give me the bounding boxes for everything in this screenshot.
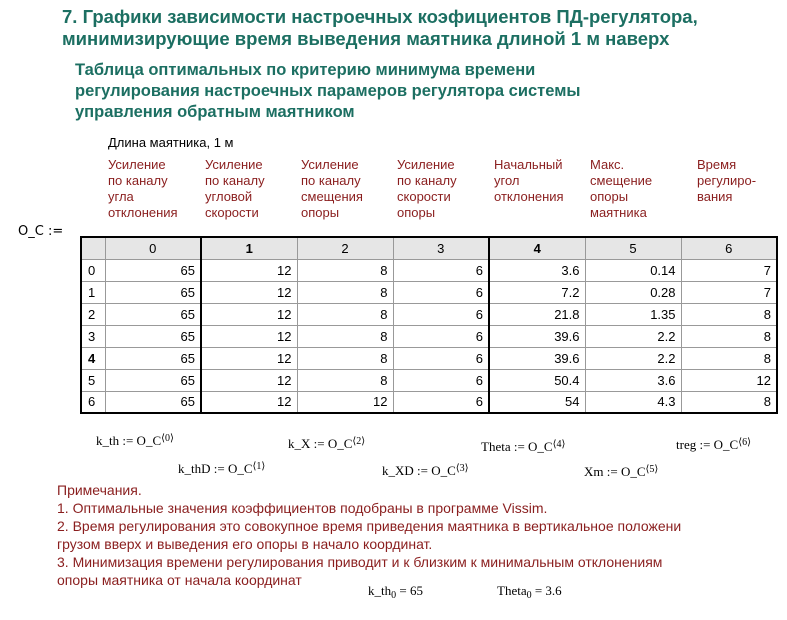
title-line-2: минимизирующие время выведения маятника длиной 1 м наверх (62, 28, 670, 49)
matrix-cell[interactable]: 4.3 (585, 391, 681, 413)
matrix-cell[interactable]: 8 (681, 391, 777, 413)
table-heading-line-1: Таблица оптимальных по критерию минимума времени (75, 61, 536, 79)
matrix-cell[interactable]: 0.14 (585, 259, 681, 281)
matrix-cell[interactable]: 6 (393, 347, 489, 369)
matrix-cell[interactable]: 12 (201, 259, 297, 281)
definition-k-xd[interactable] (382, 463, 469, 479)
matrix-cell[interactable]: 3.6 (585, 369, 681, 391)
matrix-cell[interactable]: 65 (105, 369, 201, 391)
row-index: 2 (81, 303, 105, 325)
note-item-2-line-1: 2. Время регулирования это совокупное время приведения маятника в вертикальное положени (57, 518, 682, 534)
col-index-1: 1 (201, 237, 297, 259)
row-index: 3 (81, 325, 105, 347)
result-name: k_th (368, 583, 392, 598)
column-header-1: Усиление по каналу угловой скорости (205, 157, 265, 220)
definition-column-index: ⟨4⟩ (552, 439, 566, 450)
matrix-cell[interactable]: 8 (297, 259, 393, 281)
column-header-2: Усиление по каналу смещения опоры (301, 157, 363, 220)
note-item-2-line-2: грузом вверх и выведения его опоры в начало координат. (57, 536, 433, 552)
col-index-4: 4 (489, 237, 585, 259)
result-subscript: 0 (391, 590, 397, 601)
result-name: Theta (497, 583, 527, 598)
column-header-4: Начальный угол отклонения (494, 157, 564, 204)
matrix-cell[interactable]: 65 (105, 347, 201, 369)
matrix-cell[interactable]: 12 (201, 303, 297, 325)
definition-theta[interactable] (481, 439, 565, 455)
matrix-cell[interactable]: 65 (105, 281, 201, 303)
table-row[interactable] (81, 259, 777, 281)
matrix-cell[interactable]: 7.2 (489, 281, 585, 303)
note-item-1: 1. Оптимальные значения коэффициентов подобраны в программе Vissim. (57, 500, 548, 516)
table-heading (75, 60, 715, 123)
matrix-cell[interactable]: 8 (297, 281, 393, 303)
row-index: 5 (81, 369, 105, 391)
matrix-cell[interactable]: 65 (105, 325, 201, 347)
matrix-cell[interactable]: 7 (681, 259, 777, 281)
column-header-0: Усиление по каналу угла отклонения (108, 157, 178, 220)
matrix-cell[interactable]: 12 (201, 325, 297, 347)
matrix-cell[interactable]: 2.2 (585, 325, 681, 347)
matrix-cell[interactable]: 12 (201, 347, 297, 369)
matrix-cell[interactable]: 6 (393, 325, 489, 347)
table-row[interactable] (81, 391, 777, 413)
col-index-2: 2 (297, 237, 393, 259)
col-index-0: 0 (105, 237, 201, 259)
table-row[interactable] (81, 325, 777, 347)
col-index-6: 6 (681, 237, 777, 259)
matrix-cell[interactable]: 8 (681, 303, 777, 325)
matrix-cell[interactable]: 8 (297, 325, 393, 347)
note-item-3-line-2: опоры маятника от начала координат (57, 572, 302, 588)
matrix-cell[interactable]: 65 (105, 259, 201, 281)
definition-lhs: k_XD := O_C (382, 463, 456, 478)
table-row[interactable] (81, 347, 777, 369)
matrix-cell[interactable]: 8 (297, 303, 393, 325)
matrix-cell[interactable]: 12 (201, 369, 297, 391)
matrix-cell[interactable]: 2.2 (585, 347, 681, 369)
definition-xm[interactable] (584, 464, 658, 480)
matrix-cell[interactable]: 1.35 (585, 303, 681, 325)
matrix-cell[interactable]: 12 (681, 369, 777, 391)
page-title (62, 6, 777, 50)
notes-section (57, 481, 777, 589)
definition-lhs: k_thD := O_C (178, 461, 253, 476)
definition-lhs: treg := O_C (676, 437, 739, 452)
column-header-6: Время регулиро- вания (697, 157, 757, 204)
result-theta-0[interactable] (497, 583, 562, 599)
definition-k-th[interactable] (96, 433, 174, 449)
result-subscript: 0 (526, 590, 532, 601)
definition-lhs: k_X := O_C (288, 436, 353, 451)
matrix-cell[interactable]: 0.28 (585, 281, 681, 303)
matrix-cell[interactable]: 6 (393, 391, 489, 413)
pendulum-length-caption: Длина маятника, 1 м (108, 135, 234, 150)
col-index-5: 5 (585, 237, 681, 259)
row-index: 6 (81, 391, 105, 413)
row-index: 1 (81, 281, 105, 303)
matrix-cell[interactable]: 12 (297, 391, 393, 413)
matrix-cell[interactable]: 65 (105, 303, 201, 325)
result-value: = 3.6 (531, 583, 562, 598)
col-index-3: 3 (393, 237, 489, 259)
result-value: = 65 (396, 583, 423, 598)
matrix-cell[interactable]: 8 (681, 347, 777, 369)
matrix-cell[interactable]: 6 (393, 259, 489, 281)
matrix-cell[interactable]: 65 (105, 391, 201, 413)
definition-k-thd[interactable] (178, 461, 265, 477)
title-line-1: 7. Графики зависимости настроечных коэфициентов ПД-регулятора, (62, 6, 698, 27)
definition-column-index: ⟨1⟩ (252, 461, 266, 472)
table-row[interactable] (81, 369, 777, 391)
matrix-cell[interactable]: 39.6 (489, 347, 585, 369)
definition-column-index: ⟨0⟩ (161, 433, 174, 444)
definition-lhs: Xm := O_C (584, 464, 646, 479)
definition-column-index: ⟨5⟩ (645, 464, 659, 475)
matrix-table[interactable] (80, 236, 778, 414)
definition-column-index: ⟨6⟩ (738, 437, 752, 448)
matrix-cell[interactable]: 12 (201, 281, 297, 303)
definition-treg[interactable] (676, 437, 751, 453)
matrix-cell[interactable]: 6 (393, 303, 489, 325)
column-header-3: Усиление по каналу скорости опоры (397, 157, 457, 220)
matrix-cell[interactable]: 8 (297, 347, 393, 369)
matrix-cell[interactable]: 8 (681, 325, 777, 347)
matrix-cell[interactable]: 50.4 (489, 369, 585, 391)
matrix-cell[interactable]: 7 (681, 281, 777, 303)
definition-column-index: ⟨2⟩ (352, 436, 366, 447)
matrix-cell[interactable]: 8 (297, 369, 393, 391)
table-heading-line-3: управления обратным маятником (75, 103, 355, 121)
matrix-cell[interactable]: 39.6 (489, 325, 585, 347)
matrix-header-row (81, 237, 777, 259)
table-heading-line-2: регулирования настроечных парамеров регулятора системы (75, 82, 581, 100)
definition-lhs: Theta := O_C (481, 439, 553, 454)
table-row[interactable] (81, 303, 777, 325)
matrix-label: O_C := (18, 224, 64, 239)
row-index: 4 (81, 347, 105, 369)
matrix-cell[interactable]: 6 (393, 281, 489, 303)
notes-heading: Примечания. (57, 482, 142, 498)
matrix-cell[interactable]: 21.8 (489, 303, 585, 325)
matrix-cell[interactable]: 3.6 (489, 259, 585, 281)
matrix-cell[interactable]: 6 (393, 369, 489, 391)
table-row[interactable] (81, 281, 777, 303)
note-item-3-line-1: 3. Минимизация времени регулирования приводит и к близким к минимальным отклонениям (57, 554, 663, 570)
definition-lhs: k_th := O_C (96, 433, 162, 448)
matrix-cell[interactable]: 12 (201, 391, 297, 413)
matrix-cell[interactable]: 54 (489, 391, 585, 413)
result-k-th-0[interactable] (368, 583, 423, 599)
column-header-5: Макс. смещение опоры маятника (590, 157, 653, 220)
row-index: 0 (81, 259, 105, 281)
matrix-corner (81, 237, 105, 259)
definition-column-index: ⟨3⟩ (455, 463, 469, 474)
definition-k-x[interactable] (288, 436, 365, 452)
